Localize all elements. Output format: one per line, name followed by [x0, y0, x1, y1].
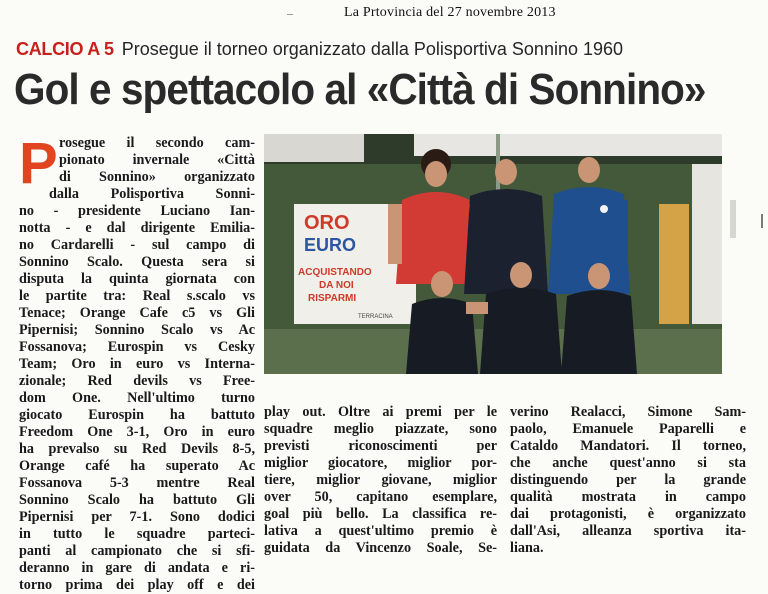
article-column-2	[264, 404, 497, 557]
text-line: panti al campionato che si sfi-	[19, 543, 255, 559]
text-line: verino Realacci, Simone Sam-	[510, 404, 746, 420]
article-column-1	[19, 131, 255, 594]
text-line: disputa la quinta giornata con	[19, 271, 255, 287]
text-line: paolo, Emanuele Paparelli e	[510, 421, 746, 437]
banner-text: ORO	[304, 212, 350, 234]
page-edge-mark	[761, 214, 763, 228]
banner-text: DA NOI	[319, 280, 354, 291]
text-line: Pipernisi; Sonnino Scalo vs Ac	[19, 322, 255, 338]
text-line: tiere, miglior giovane, miglior	[264, 472, 497, 488]
text-line: previsti riconoscimenti per	[264, 438, 497, 454]
text-line: ha prevalso su Red Devils 8-5,	[19, 441, 255, 457]
banner-text: ACQUISTANDO	[298, 267, 372, 278]
text-line: pionato invernale «Città	[59, 152, 255, 168]
text-line: le partite tra: Real s.scalo vs	[19, 288, 255, 304]
banner-text: EURO	[304, 235, 357, 255]
text-line: giocato Eurospin ha battuto	[19, 407, 255, 423]
text-line: Sonnino Scalo ha battuto Gli	[19, 492, 255, 508]
banner-text: TERRACINA	[358, 314, 393, 320]
text-line: dalla Polisportiva Sonni-	[49, 186, 255, 202]
text-line: no Cardarelli - sul campo di	[19, 237, 255, 253]
text-line: Sonnino Scalo. Questa sera si	[19, 254, 255, 270]
text-line: lativa a quest'ultimo premio è	[264, 523, 497, 539]
text-line: distinguendo per la grande	[510, 472, 746, 488]
text-line: Fossanova; Eurospin vs Cesky	[19, 339, 255, 355]
text-line: Cataldo Mandatori. Il torneo,	[510, 438, 746, 454]
team-photo	[264, 134, 722, 374]
text-line: Pipernisi per 7-1. Sono dodici	[19, 509, 255, 525]
text-line: squadre meglio piazzate, sono	[264, 421, 497, 437]
text-line: in tutto le squadre parteci-	[19, 526, 255, 542]
text-line: over 50, capitano esemplare,	[264, 489, 497, 505]
deck-subtitle: Prosegue il torneo organizzato dalla Polisportiva Sonnino 1960	[121, 39, 624, 59]
text-line: che anche quest'anno si sta	[510, 455, 746, 471]
text-line: dall'Asi, alleanza sportiva ita-	[510, 523, 746, 539]
text-line: Tenace; Orange Cafe c5 vs Gli	[19, 305, 255, 321]
dropcap-letter: P	[19, 131, 58, 196]
text-line: liana.	[510, 540, 544, 556]
dropcap	[19, 131, 58, 196]
text-line: rosegue il secondo cam-	[59, 135, 255, 151]
text-line: dom One. Nell'ultimo turno	[19, 390, 255, 406]
text-line: miglior giocatore, miglior por-	[264, 455, 497, 471]
text-line: play out. Oltre ai premi per le	[264, 404, 497, 420]
text-line: guidata da Vincenzo Soale, Se-	[264, 540, 497, 556]
banner-text: RISPARMI	[308, 293, 357, 304]
headline: Gol e spettacolo al «Città di Sonnino»	[14, 65, 706, 114]
text-line: deranno in gare di andata e ri-	[19, 560, 255, 576]
section-label: CALCIO A 5	[16, 39, 114, 59]
text-line: Orange café ha superato Ac	[19, 458, 255, 474]
text-line: torno prima dei play off e dei	[19, 577, 255, 593]
top-rule-mark	[287, 14, 293, 15]
text-line: Fossanova 5-3 mentre Real	[19, 475, 255, 491]
source-line: La Prtovincia del 27 novembre 2013	[344, 5, 556, 20]
team-photo-illustration	[264, 134, 722, 374]
text-line: di Sonnino» organizzato	[59, 169, 255, 185]
adjacent-page-strip	[730, 200, 736, 238]
text-line: goal più bello. La classifica re-	[264, 506, 497, 522]
text-line: notta - e dal dirigente Emilia-	[19, 220, 255, 236]
article-column-3	[510, 404, 746, 557]
text-line: no - presidente Luciano Ian-	[19, 203, 255, 219]
text-line: Freedom One 3-1, Oro in euro	[19, 424, 255, 440]
text-line: qualità mostrata in campo	[510, 489, 746, 505]
text-line: Team; Oro in euro vs Interna-	[19, 356, 255, 372]
text-line: zionale; Red devils vs Free-	[19, 373, 255, 389]
text-line: dai protagonisti, è organizzato	[510, 506, 746, 522]
kicker	[16, 38, 623, 60]
